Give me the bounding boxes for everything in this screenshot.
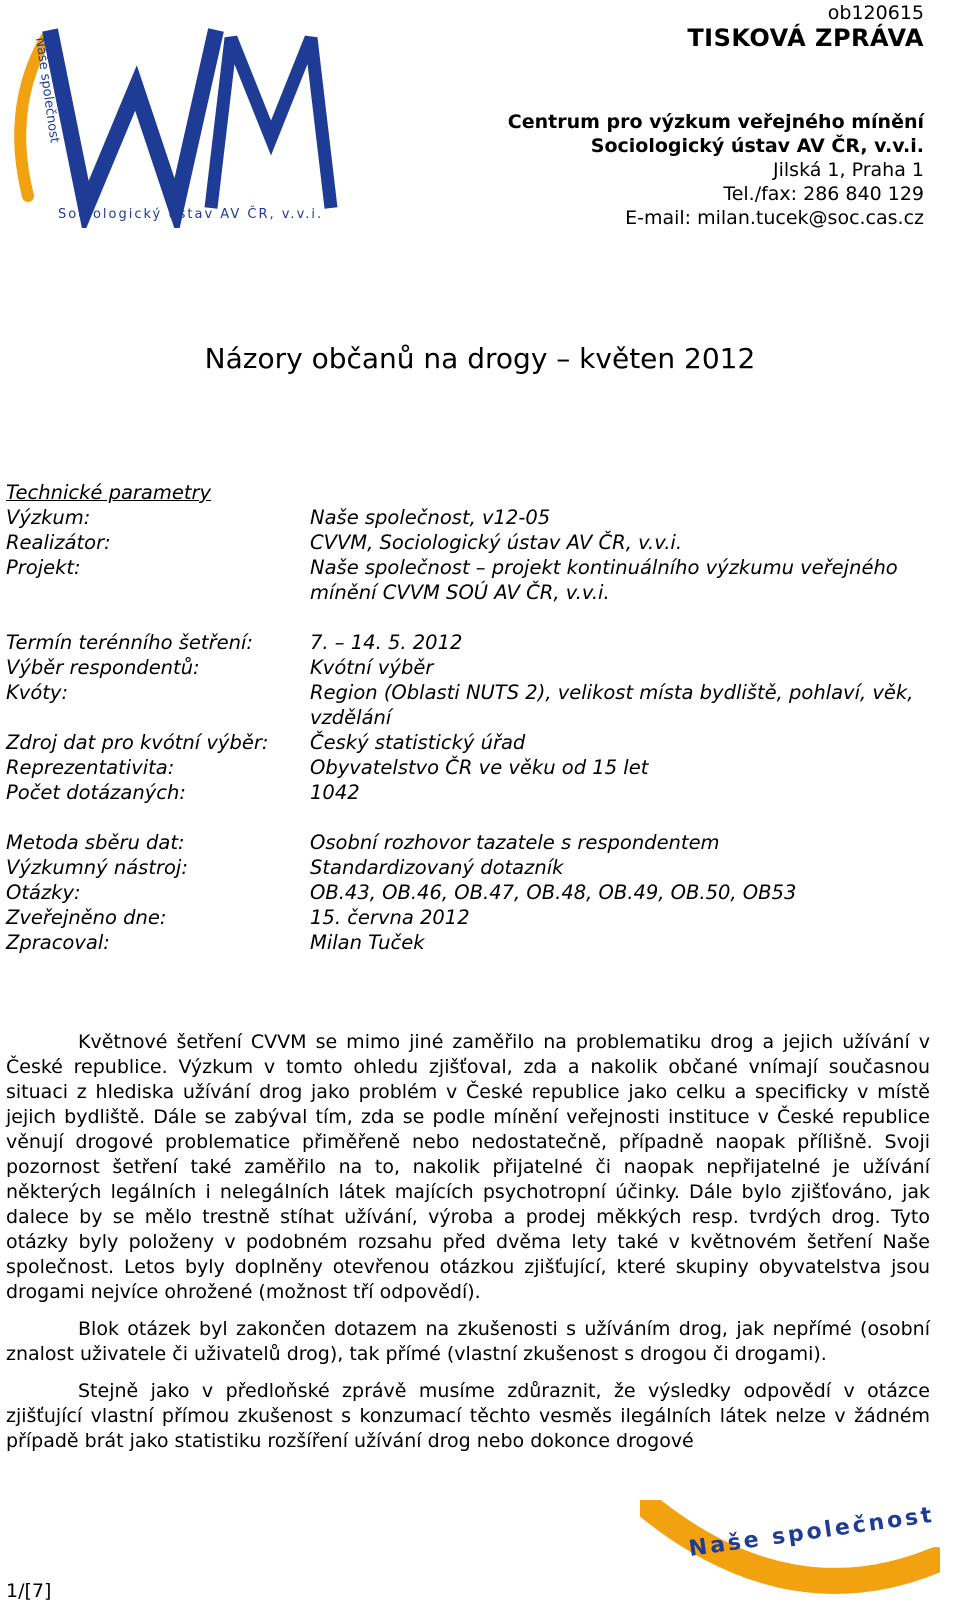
nase-spolecnost-badge <box>640 1500 940 1616</box>
param-value: 15. června 2012 <box>310 906 470 929</box>
param-value: 7. – 14. 5. 2012 <box>310 631 463 654</box>
cvvm-logo <box>6 18 346 228</box>
technical-parameters <box>6 480 936 955</box>
paragraph: Blok otázek byl zakončen dotazem na zkušenosti s užíváním drog, jak nepřímé (osobní znalost uživatele či uživatelů drog), tak přímé (vlastní zkušenost s drogou či drogami). <box>6 1318 930 1365</box>
param-value: Naše společnost, v12-05 <box>310 506 551 529</box>
param-value: Kvótní výběr <box>310 656 434 679</box>
param-label: Otázky: <box>6 881 81 904</box>
param-row <box>6 880 936 905</box>
param-row <box>6 905 936 930</box>
param-label: Výběr respondentů: <box>6 656 200 679</box>
param-value: 1042 <box>310 781 360 804</box>
param-label: Termín terénního šetření: <box>6 631 253 654</box>
document-type: TISKOVÁ ZPRÁVA <box>687 24 924 52</box>
param-label: Výzkumný nástroj: <box>6 856 188 879</box>
param-value: CVVM, Sociologický ústav AV ČR, v.v.i. <box>310 531 683 554</box>
param-row <box>6 930 936 955</box>
page-number: 1/[7] <box>6 1580 52 1602</box>
param-label: Zpracoval: <box>6 931 110 954</box>
param-row <box>6 505 936 530</box>
org-address: Jilská 1, Praha 1 <box>773 159 924 181</box>
page-title: Názory občanů na drogy – květen 2012 <box>204 342 756 375</box>
param-value: Region (Oblasti NUTS 2), velikost místa bydliště, pohlaví, věk, vzdělání <box>310 681 914 729</box>
paragraph: Květnové šetření CVVM se mimo jiné zaměřilo na problematiku drog a jejich užívání v České republice. Výzkum v tomto ohledu zjišťoval, zda a nakolik občané vnímají současnou situaci z hlediska užívání drog jako problém v České republice jako celku a specificky v místě jejich bydliště. Dále se zabýval tím, zda se podle mínění veřejnosti instituce v České republice věnují drogové problematice přiměřeně nebo nedostatečně, případně naopak přílišně. Svoji pozornost šetření také zaměřilo na to, nakolik přijatelné či naopak nepřijatelné je užívání některých legálních i nelegálních látek majících psychotropní účinky. Dále bylo zjišťováno, jak dalece by se mělo trestně stíhat užívání, výroba a prodej měkkých resp. tvrdých drog. Tyto otázky byly položeny v podobném rozsahu před dvěma lety také v květnovém šetření Naše společnost. Letos byly doplněny otevřenou otázkou zjišťující, které skupiny obyvatelstva jsou drogami nejvíce ohrožené (možnost tří odpovědí). <box>6 1031 930 1303</box>
param-label: Metoda sběru dat: <box>6 831 185 854</box>
param-value: Standardizovaný dotazník <box>310 856 564 879</box>
technical-heading: Technické parametry <box>6 481 212 504</box>
param-row <box>6 855 936 880</box>
param-value: Český statistický úřad <box>310 731 526 754</box>
param-row <box>6 680 936 730</box>
body-text <box>6 1030 930 1466</box>
paragraph: Stejně jako v předloňské zprávě musíme zdůraznit, že výsledky odpovědí v otázce zjišťující vlastní přímou zkušenost s konzumací těchto vesměs ilegálních látek nelze v žádném případě brát jako statistiku rozšíření užívání drog nebo dokonce drogové <box>6 1380 930 1452</box>
param-value: OB.43, OB.46, OB.47, OB.48, OB.49, OB.50, OB53 <box>310 881 797 904</box>
param-label: Výzkum: <box>6 506 91 529</box>
param-row <box>6 830 936 855</box>
param-label: Zveřejněno dne: <box>6 906 167 929</box>
organization-block <box>508 110 924 230</box>
param-row <box>6 780 936 805</box>
param-value: Milan Tuček <box>310 931 425 954</box>
org-name: Centrum pro výzkum veřejného mínění <box>507 111 924 133</box>
param-value: Obyvatelstvo ČR ve věku od 15 let <box>310 756 649 779</box>
logo-bottom-text: Sociologický ústav AV ČR, v.v.i. <box>58 207 324 222</box>
param-label: Kvóty: <box>6 681 69 704</box>
param-value: Naše společnost – projekt kontinuálního výzkumu veřejného mínění CVVM SOÚ AV ČR, v.v.i. <box>310 556 898 604</box>
param-row <box>6 530 936 555</box>
param-label: Zdroj dat pro kvótní výběr: <box>6 731 269 754</box>
logo-arc-text: Naše společnost <box>32 36 62 144</box>
param-row <box>6 630 936 655</box>
org-email: E-mail: milan.tucek@soc.cas.cz <box>625 207 924 229</box>
param-row <box>6 730 936 755</box>
param-label: Počet dotázaných: <box>6 781 186 804</box>
param-value: Osobní rozhovor tazatele s respondentem <box>310 831 720 854</box>
param-row <box>6 755 936 780</box>
param-label: Reprezentativita: <box>6 756 175 779</box>
param-label: Realizátor: <box>6 531 111 554</box>
param-label: Projekt: <box>6 556 81 579</box>
badge-text: Naše společnost <box>687 1502 937 1562</box>
param-row <box>6 655 936 680</box>
document-code: ob120615 <box>827 2 924 24</box>
org-phone: Tel./fax: 286 840 129 <box>723 183 924 205</box>
org-institute: Sociologický ústav AV ČR, v.v.i. <box>590 135 924 157</box>
param-row <box>6 555 936 605</box>
